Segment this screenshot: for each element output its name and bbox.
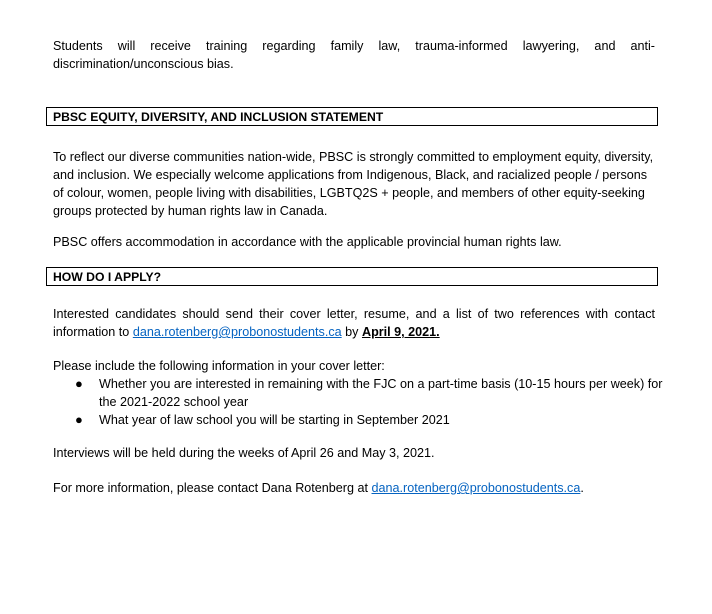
apply-text-before: Interested candidates should send their cover letter, resume, and a list of two references with contact information to [53, 307, 655, 339]
accommodation-paragraph: PBSC offers accommodation in accordance with the applicable provincial human rights law. [53, 235, 562, 249]
bullet-icon: ● [75, 412, 83, 427]
interviews-paragraph: Interviews will be held during the weeks of April 26 and May 3, 2021. [53, 446, 435, 460]
bullet-icon: ● [75, 376, 83, 391]
list-item [53, 375, 663, 411]
contact-text-before: For more information, please contact Dana Rotenberg at [53, 481, 372, 495]
application-deadline: April 9, 2021. [361, 325, 440, 339]
training-paragraph: Students will receive training regarding family law, trauma-informed lawyering, and anti-discrimination/unconscious bias. [53, 39, 655, 71]
apply-instructions-paragraph [53, 305, 655, 341]
list-item-text: Whether you are interested in remaining with the FJC on a part-time basis (10-15 hours per week) for the 2021-2022 school year [99, 377, 663, 409]
equity-section-heading: PBSC EQUITY, DIVERSITY, AND INCLUSION STATEMENT [46, 107, 658, 126]
apply-email-link[interactable]: dana.rotenberg@probonostudents.ca [132, 325, 342, 339]
contact-email-link[interactable]: dana.rotenberg@probonostudents.ca [371, 481, 581, 495]
cover-letter-requirements-list [53, 375, 663, 429]
contact-paragraph [53, 479, 655, 497]
equity-statement-paragraph: To reflect our diverse communities nation-wide, PBSC is strongly committed to employment equity, diversity, and inclusion. We especially welcome applications from Indigenous, Black, and racialized people / persons of colour, women, people living with disabilities, LGBTQ2S + people, and members of other equity-seeking groups protected by human rights law in Canada. [53, 150, 654, 218]
apply-text-mid: by [341, 325, 362, 339]
apply-section-heading: HOW DO I APPLY? [46, 267, 658, 286]
contact-text-after: . [580, 481, 584, 495]
cover-letter-intro: Please include the following information in your cover letter: [53, 359, 385, 373]
list-item [53, 411, 663, 429]
list-item-text: What year of law school you will be starting in September 2021 [99, 413, 450, 427]
